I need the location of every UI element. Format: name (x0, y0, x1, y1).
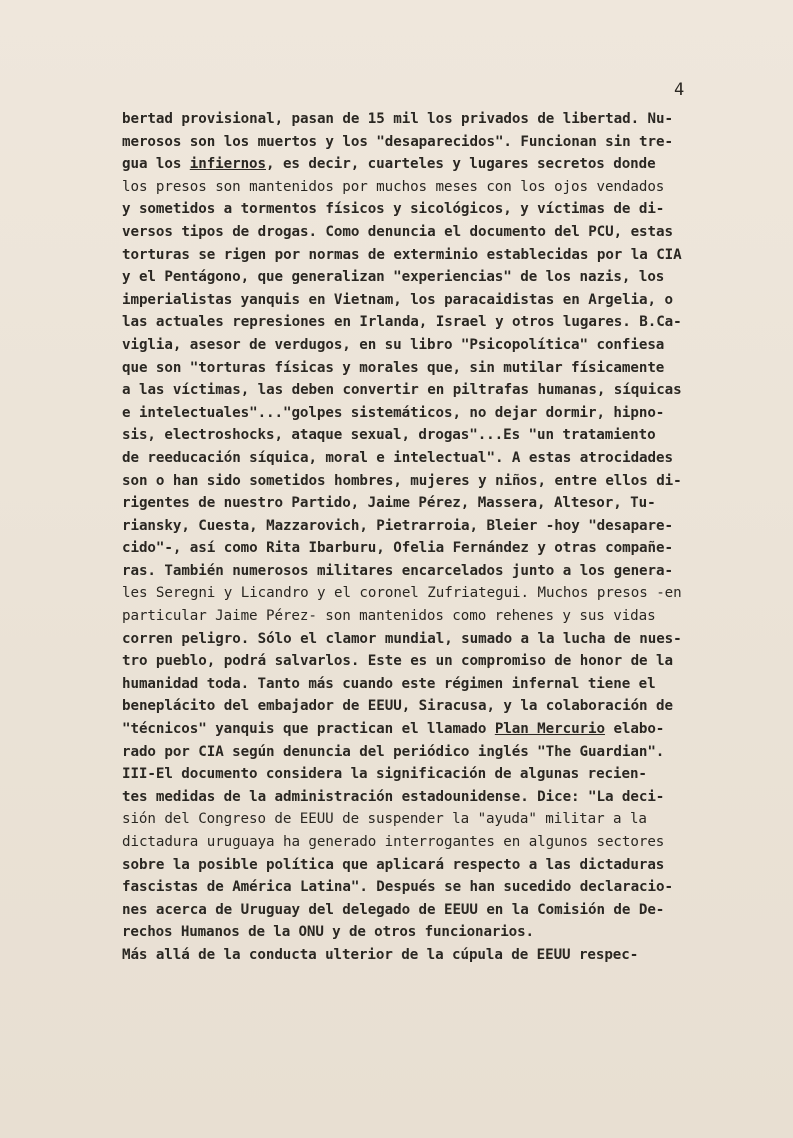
text-segment: "técnicos" yanquis que practican el llamado (122, 721, 495, 738)
text-line (122, 718, 722, 741)
text-line: tro pueblo, podrá salvarlos. Este es un compromiso de honor de la (122, 653, 673, 670)
underlined-text: infiernos (189, 156, 266, 173)
text-line: ras. También numerosos militares encarcelados junto a los genera- (122, 562, 673, 579)
text-segment: gua los (122, 156, 190, 173)
text-line: merosos son los muertos y los "desaparecidos". Funcionan sin tre- (122, 133, 673, 150)
text-line: rigentes de nuestro Partido, Jaime Pérez, Massera, Altesor, Tu- (122, 495, 656, 512)
text-line: y sometidos a tormentos físicos y sicológicos, y víctimas de di- (122, 201, 665, 218)
text-line: les Seregni y Licandro y el coronel Zufriategui. Muchos presos -en (122, 585, 682, 602)
page-number: 4 (674, 80, 685, 100)
text-line: a las víctimas, las deben convertir en piltrafas humanas, síquicas (122, 382, 682, 399)
text-line: versos tipos de drogas. Como denuncia el documento del PCU, estas (122, 223, 673, 240)
underlined-text: Plan Mercurio (494, 721, 605, 738)
text-line: y el Pentágono, que generalizan "experiencias" de los nazis, los (122, 269, 665, 286)
text-line: imperialistas yanquis en Vietnam, los paracaidistas en Argelia, o (122, 291, 673, 308)
text-line: que son "torturas físicas y morales que, sin mutilar físicamente (122, 359, 665, 376)
text-line: e intelectuales"..."golpes sistemáticos, no dejar dormir, hipno- (122, 404, 665, 421)
text-line: fascistas de América Latina". Después se han sucedido declaracio- (122, 879, 673, 896)
text-line: son o han sido sometidos hombres, mujeres y niños, entre ellos di- (122, 472, 682, 489)
text-line: riansky, Cuesta, Mazzarovich, Pietrarroia, Bleier -hoy "desapare- (122, 517, 673, 534)
text-line: sión del Congreso de EEUU de suspender la "ayuda" militar a la (122, 811, 647, 828)
text-line: dictadura uruguaya ha generado interrogantes en algunos sectores (122, 834, 665, 850)
text-line: nes acerca de Uruguay del delegado de EEUU en la Comisión de De- (122, 901, 665, 918)
text-line: bertad provisional, pasan de 15 mil los privados de libertad. Nu- (122, 111, 673, 127)
text-line: las actuales represiones en Irlanda, Israel y otros lugares. B.Ca- (122, 314, 682, 331)
text-line: sobre la posible política que aplicará respecto a las dictaduras (122, 856, 665, 873)
text-line: rado por CIA según denuncia del periódico inglés "The Guardian". (122, 743, 665, 760)
text-line: particular Jaime Pérez- son mantenidos como rehenes y sus vidas (122, 608, 656, 625)
text-line: los presos son mantenidos por muchos meses con los ojos vendados (122, 178, 665, 195)
text-line: tes medidas de la administración estadounidense. Dice: "La deci- (122, 788, 665, 805)
text-line: viglia, asesor de verdugos, en su libro "Psicopolítica" confiesa (122, 336, 665, 353)
text-line: torturas se rigen por normas de exterminio establecidas por la CIA (122, 246, 682, 263)
text-line: sis, electroshocks, ataque sexual, drogas"...Es "un tratamiento (122, 427, 656, 444)
text-line (122, 153, 722, 176)
text-line: III-El documento considera la significación de algunas recien- (122, 766, 647, 783)
text-line: de reeducación síquica, moral e intelectual". A estas atrocidades (122, 449, 673, 466)
text-line: humanidad toda. Tanto más cuando este régimen infernal tiene el (122, 675, 656, 692)
text-line: beneplácito del embajador de EEUU, Siracusa, y la colaboración de (122, 698, 673, 715)
text-line: corren peligro. Sólo el clamor mundial, sumado a la lucha de nues- (122, 630, 682, 647)
text-segment: , es decir, cuarteles y lugares secretos donde (266, 156, 656, 173)
text-line: Más allá de la conducta ulterior de la cúpula de EEUU respec- (122, 946, 639, 963)
text-line: rechos Humanos de la ONU y de otros funcionarios. (122, 924, 534, 941)
text-segment: elabo- (604, 721, 665, 738)
body-text (122, 108, 722, 967)
text-line: cido"-, así como Rita Ibarburu, Ofelia Fernández y otras compañe- (122, 540, 673, 557)
